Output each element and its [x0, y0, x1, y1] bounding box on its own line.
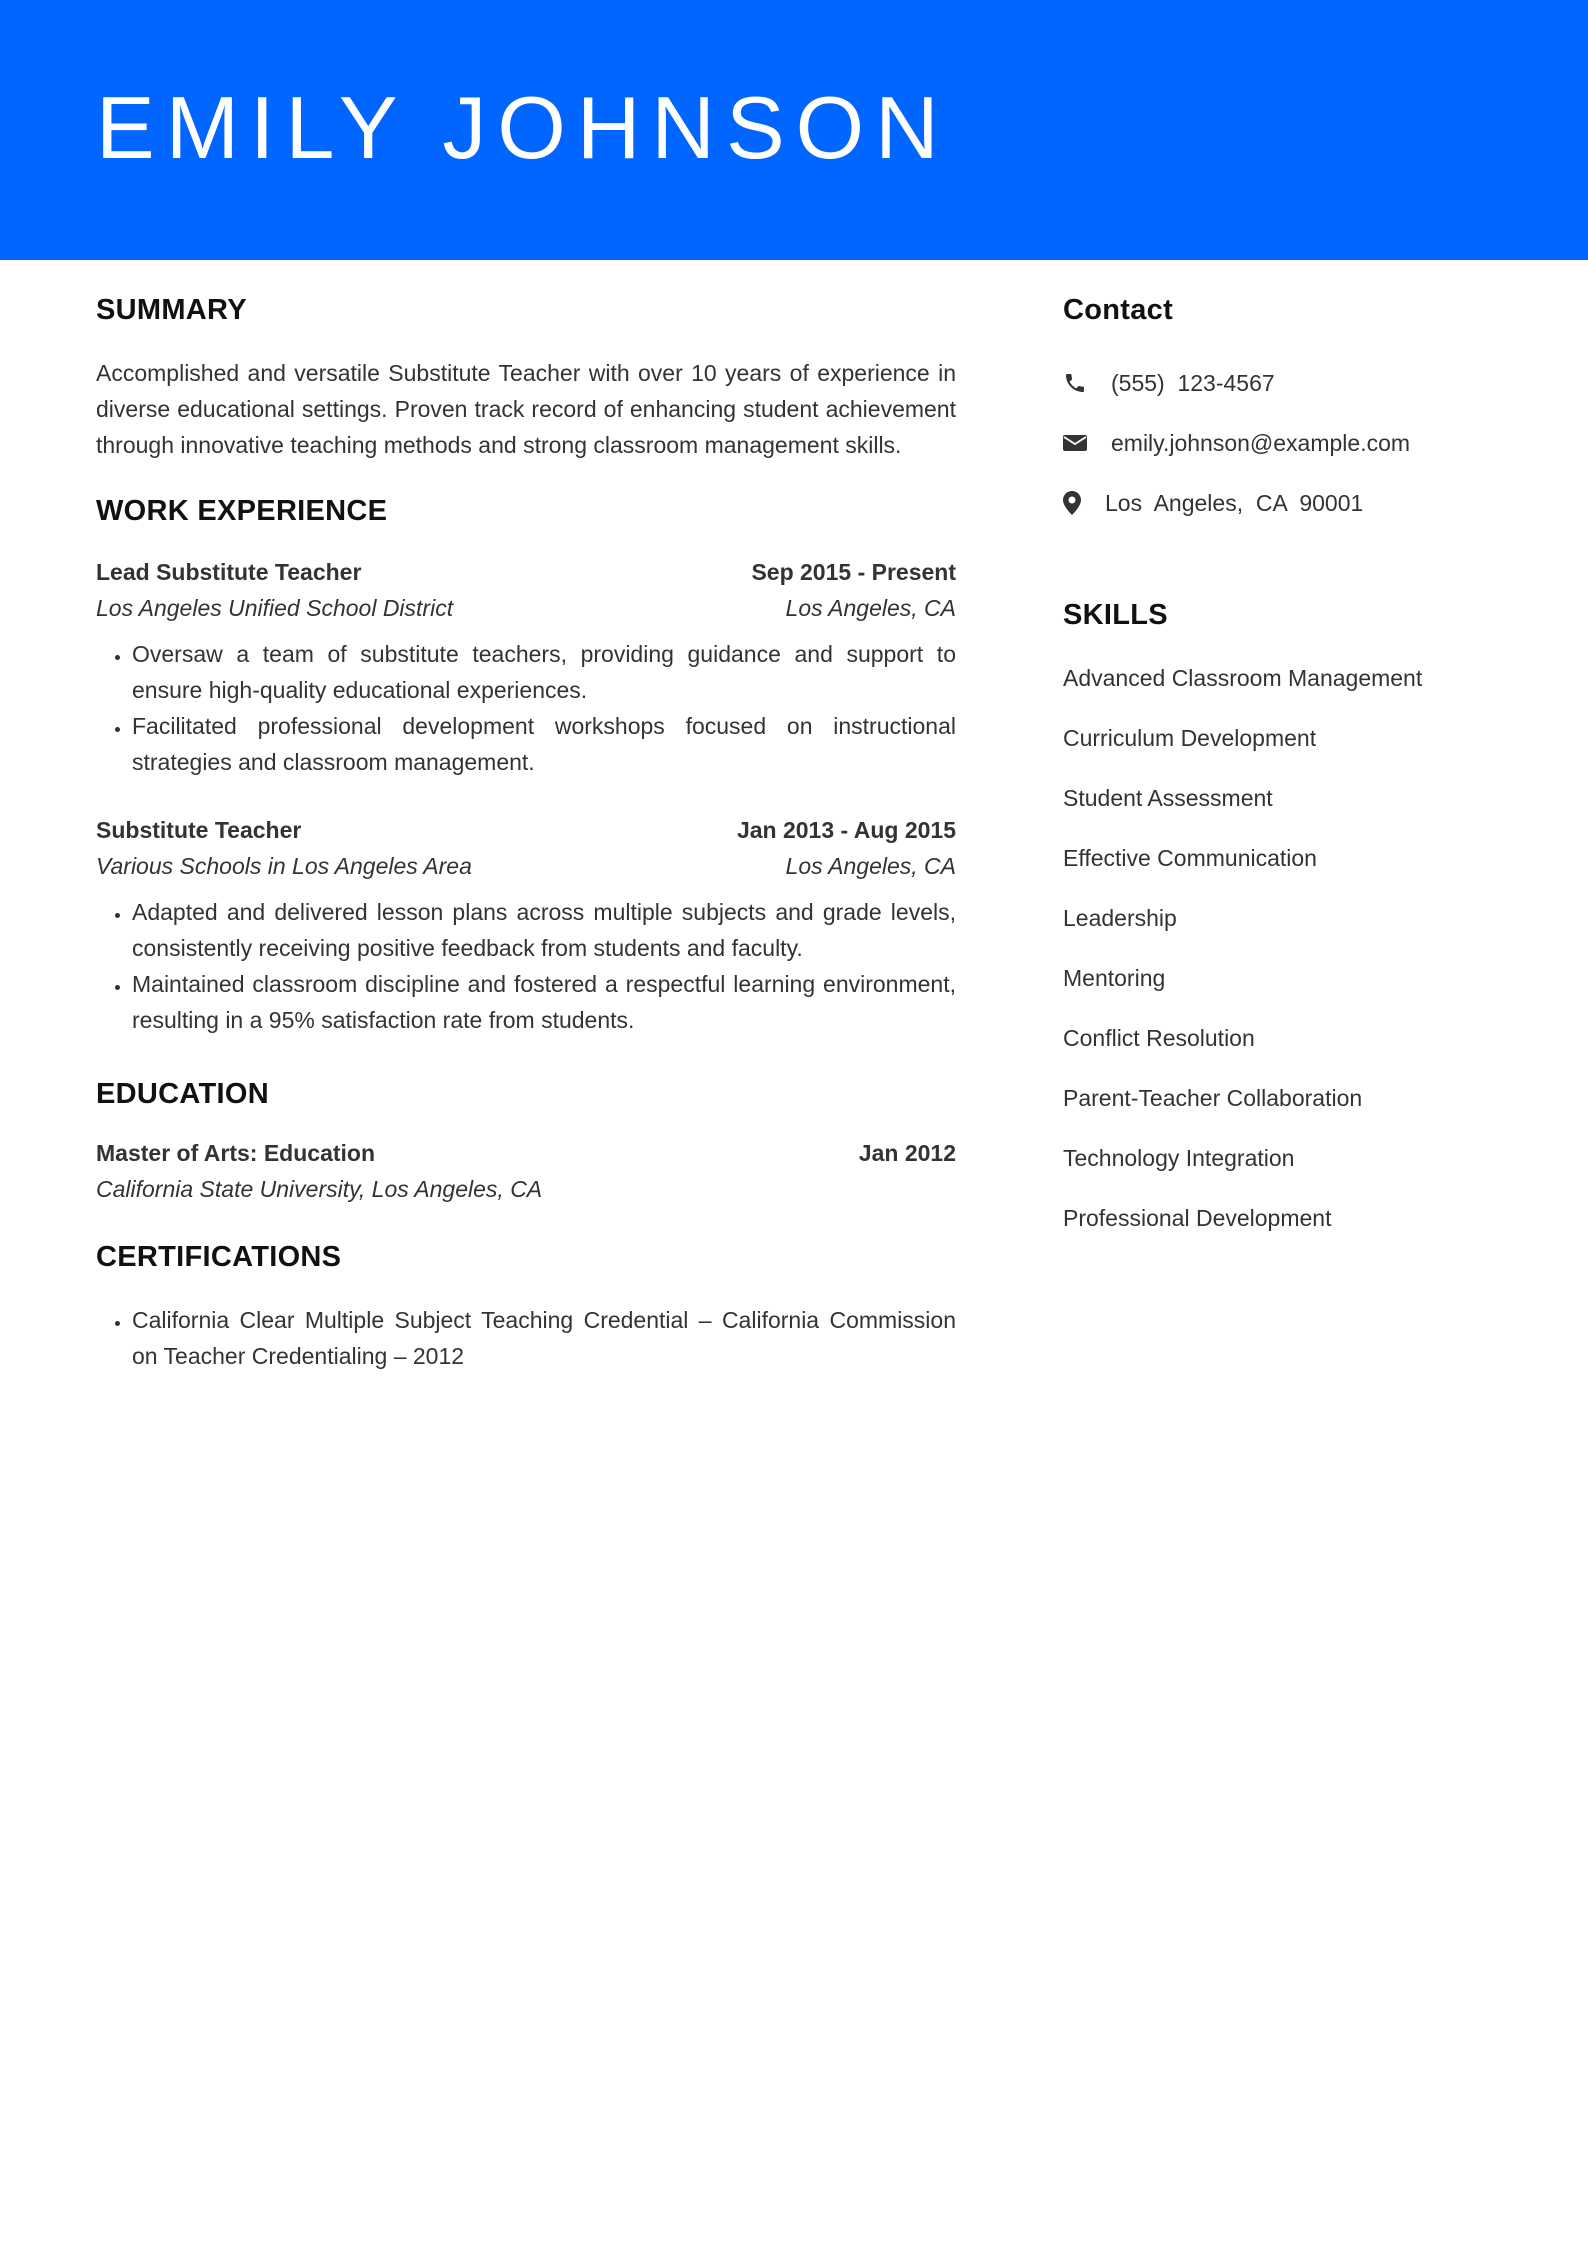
job-entry [96, 554, 956, 780]
job-bullets [96, 894, 956, 1038]
job-header [96, 812, 956, 848]
certification-list [96, 1302, 956, 1374]
job-bullets [96, 636, 956, 780]
sidebar-column [1063, 260, 1493, 1248]
skill-item: Leadership [1063, 905, 1177, 931]
job-org-row [96, 590, 956, 626]
summary-section [96, 260, 956, 463]
experience-section [96, 497, 956, 1038]
job-org: Los Angeles Unified School District [96, 595, 454, 621]
phone-icon [1063, 371, 1097, 395]
skill-item: Professional Development [1063, 1205, 1332, 1231]
location-text: Los Angeles, CA 90001 [1105, 489, 1364, 516]
job-dates: Jan 2013 - Aug 2015 [736, 817, 956, 843]
map-pin-icon [1063, 491, 1091, 515]
skills-section [1063, 601, 1493, 1248]
skill-item: Technology Integration [1063, 1145, 1295, 1171]
skill-item: Effective Communication [1063, 845, 1317, 871]
skill-item: Conflict Resolution [1063, 1025, 1255, 1051]
job-org-row [96, 848, 956, 884]
candidate-name: EMILY JOHNSON [96, 78, 950, 177]
skill-item: Student Assessment [1063, 785, 1273, 811]
job-entry [96, 812, 956, 1038]
contact-email [1063, 413, 1493, 473]
skill-item: Parent-Teacher Collaboration [1063, 1085, 1363, 1111]
contact-location [1063, 473, 1493, 533]
envelope-icon [1063, 433, 1097, 453]
experience-heading: WORK EXPERIENCE [96, 495, 388, 527]
skill-item: Mentoring [1063, 965, 1166, 991]
skill-item: Curriculum Development [1063, 725, 1317, 751]
job-location: Los Angeles, CA [785, 595, 956, 621]
job-org: Various Schools in Los Angeles Area [96, 853, 472, 879]
job-role: Substitute Teacher [96, 817, 302, 843]
school: California State University, Los Angeles, CA [96, 1176, 543, 1202]
contact-heading: Contact [1063, 294, 1174, 326]
education-heading: EDUCATION [96, 1078, 269, 1110]
job-location: Los Angeles, CA [785, 853, 956, 879]
job-bullet: • Maintained classroom discipline and fostered a respectful learning environment, resulting in a 95% satisfaction rate from students. [132, 966, 956, 1038]
email-text[interactable]: emily.johnson@example.com [1111, 429, 1411, 456]
summary-heading: SUMMARY [96, 294, 247, 326]
job-dates: Sep 2015 - Present [751, 559, 956, 585]
contact-section [1063, 260, 1493, 533]
certifications-heading: CERTIFICATIONS [96, 1241, 342, 1273]
job-bullet: • Adapted and delivered lesson plans across multiple subjects and grade levels, consistently receiving positive feedback from students and faculty. [132, 894, 956, 966]
school-row [96, 1171, 956, 1207]
job-role: Lead Substitute Teacher [96, 559, 362, 585]
contact-list [1063, 353, 1493, 533]
degree: Master of Arts: Education [96, 1140, 376, 1166]
skills-list [1063, 648, 1493, 1248]
education-header [96, 1135, 956, 1171]
degree-date: Jan 2012 [858, 1140, 956, 1166]
skills-heading: SKILLS [1063, 599, 1168, 631]
main-column [96, 260, 956, 1374]
certifications-section [96, 1243, 956, 1374]
certification-item: • California Clear Multiple Subject Teaching Credential – California Commission on Teacher Credentialing – 2012 [132, 1302, 956, 1374]
job-bullet: • Facilitated professional development workshops focused on instructional strategies and classroom management. [132, 708, 956, 780]
job-header [96, 554, 956, 590]
education-section [96, 1080, 956, 1207]
skill-item: Advanced Classroom Management [1063, 665, 1423, 691]
phone-text: (555) 123-4567 [1111, 369, 1275, 396]
summary-text: Accomplished and versatile Substitute Teacher with over 10 years of experience in diverse educational settings. Proven track record of enhancing student achievement through innovative teaching methods and strong classroom management skills. [96, 360, 956, 458]
contact-phone [1063, 353, 1493, 413]
job-bullet: • Oversaw a team of substitute teachers, providing guidance and support to ensure high-quality educational experiences. [132, 636, 956, 708]
header-banner [0, 0, 1588, 260]
